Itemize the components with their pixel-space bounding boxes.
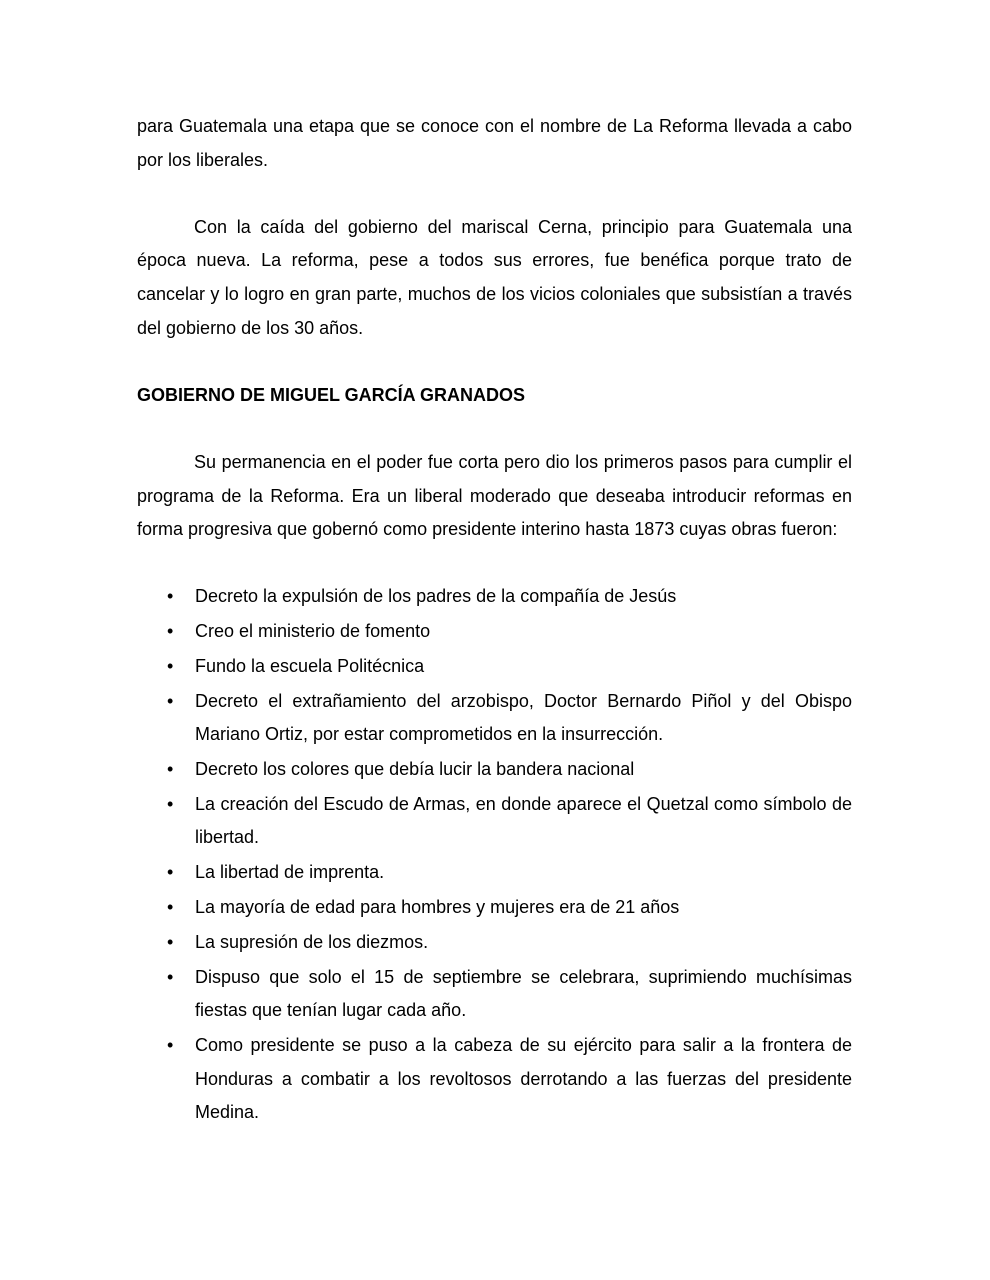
list-item bbox=[137, 961, 852, 1028]
works-list bbox=[137, 580, 852, 1129]
bullet-icon: • bbox=[167, 896, 174, 917]
bullet-icon: • bbox=[167, 655, 174, 676]
list-item bbox=[137, 615, 852, 649]
list-item-text: Como presidente se puso a la cabeza de su ejército para salir a la frontera de Honduras a combatir a los revoltosos derrotando a las fuerzas del presidente Medina. bbox=[195, 1034, 852, 1123]
list-item-text: Decreto la expulsión de los padres de la compañía de Jesús bbox=[195, 586, 677, 607]
list-item bbox=[137, 926, 852, 960]
bullet-icon: • bbox=[167, 690, 174, 711]
list-item bbox=[137, 856, 852, 890]
bullet-icon: • bbox=[167, 793, 174, 814]
list-item-text: Fundo la escuela Politécnica bbox=[195, 655, 425, 676]
list-item bbox=[137, 753, 852, 787]
list-item-text: Decreto el extrañamiento del arzobispo, Doctor Bernardo Piñol y del Obispo Mariano Ortiz, por estar comprometidos en la insurrección. bbox=[195, 690, 852, 745]
list-item-text: La creación del Escudo de Armas, en donde aparece el Quetzal como símbolo de libertad. bbox=[195, 793, 852, 848]
bullet-icon: • bbox=[167, 966, 174, 987]
list-item bbox=[137, 788, 852, 855]
bullet-icon: • bbox=[167, 586, 174, 607]
list-item bbox=[137, 891, 852, 925]
list-item bbox=[137, 580, 852, 614]
list-item-text: Creo el ministerio de fomento bbox=[195, 621, 431, 642]
list-item bbox=[137, 650, 852, 684]
list-item bbox=[137, 1029, 852, 1130]
list-item-text: Dispuso que solo el 15 de septiembre se celebrara, suprimiendo muchísimas fiestas que tenían lugar cada año. bbox=[195, 966, 852, 1021]
bullet-icon: • bbox=[167, 621, 174, 642]
list-item bbox=[137, 685, 852, 752]
list-item-text: Decreto los colores que debía lucir la bandera nacional bbox=[195, 759, 635, 780]
paragraph-reforma: Con la caída del gobierno del mariscal Cerna, principio para Guatemala una época nueva. La reforma, pese a todos sus errores, fue benéfica porque trato de cancelar y lo logro en gran parte, muchos de los vicios coloniales que subsistían a través del gobierno de los 30 años. bbox=[137, 216, 852, 338]
paragraph-intro: para Guatemala una etapa que se conoce con el nombre de La Reforma llevada a cabo por los liberales. bbox=[137, 116, 852, 170]
bullet-icon: • bbox=[167, 931, 174, 952]
list-item-text: La libertad de imprenta. bbox=[195, 862, 385, 883]
bullet-icon: • bbox=[167, 1034, 174, 1055]
bullet-icon: • bbox=[167, 759, 174, 780]
section-heading: GOBIERNO DE MIGUEL GARCÍA GRANADOS bbox=[137, 384, 526, 405]
paragraph-granados: Su permanencia en el poder fue corta pero dio los primeros pasos para cumplir el programa de la Reforma. Era un liberal moderado que deseaba introducir reformas en forma progresiva que gobernó como presidente interino hasta 1873 cuyas obras fueron: bbox=[137, 451, 852, 540]
document-page bbox=[137, 110, 852, 1131]
list-item-text: La supresión de los diezmos. bbox=[195, 931, 429, 952]
bullet-icon: • bbox=[167, 862, 174, 883]
list-item-text: La mayoría de edad para hombres y mujeres era de 21 años bbox=[195, 896, 680, 917]
